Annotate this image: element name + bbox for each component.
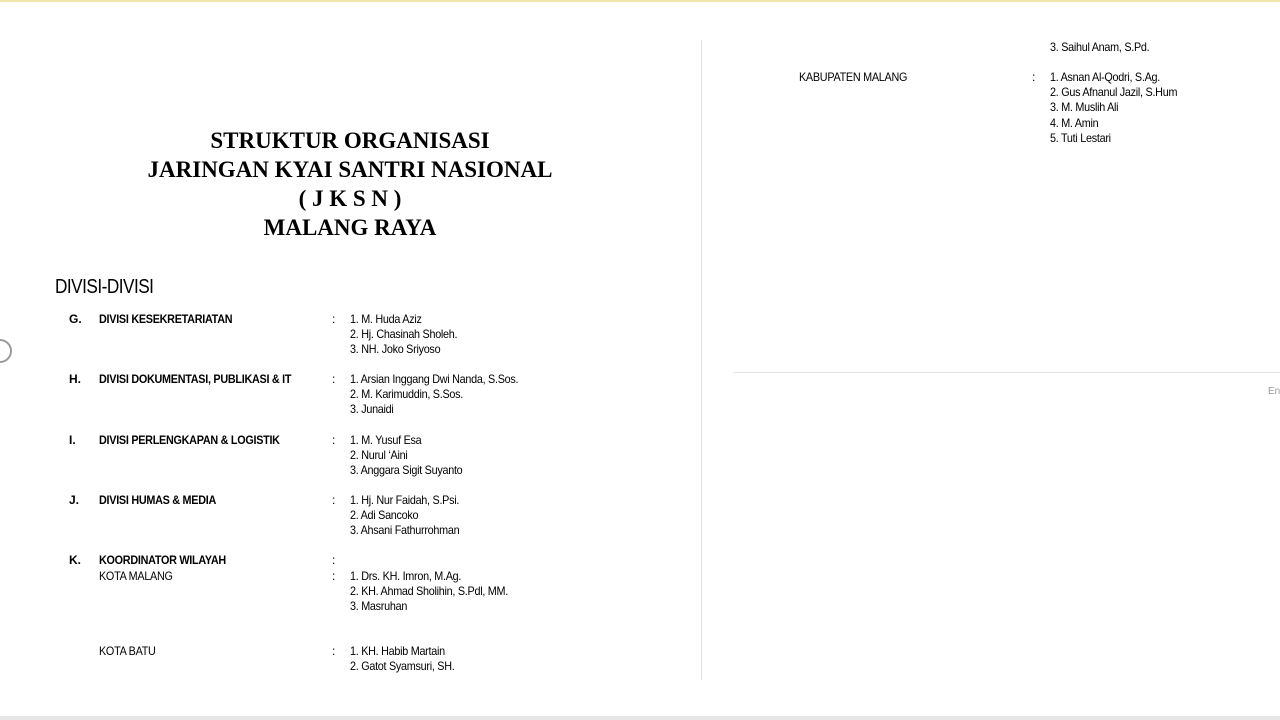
colon: : <box>332 493 336 507</box>
member-name: 2. M. Karimuddin, S.Sos. <box>350 387 463 402</box>
member-list <box>350 644 454 674</box>
colon: : <box>332 312 336 326</box>
member-name: 3. Saihul Anam, S.Pd. <box>1050 40 1150 54</box>
division-label: DIVISI KESEKRETARIATAN <box>99 312 233 326</box>
member-name: 1. Hj. Nur Faidah, S.Psi. <box>350 493 460 507</box>
member-list <box>350 433 462 479</box>
title-line: ( J K S N ) <box>298 186 402 211</box>
member-name: 2. Adi Sancoko <box>350 508 419 523</box>
member-name: 5. Tuti Lestari <box>1050 130 1111 145</box>
division-label: DIVISI PERLENGKAPAN & LOGISTIK <box>99 433 280 447</box>
scroll-handle-icon[interactable] <box>0 339 12 363</box>
division-code: K. <box>69 553 81 567</box>
title-line: STRUKTUR ORGANISASI <box>210 128 490 153</box>
member-name: 3. M. Muslih Ali <box>1050 100 1119 115</box>
member-name: 2. Gatot Syamsuri, SH. <box>350 659 455 674</box>
member-name: 1. M. Yusuf Esa <box>350 433 422 447</box>
member-name: 3. Junaidi <box>350 402 394 417</box>
division-code: H. <box>69 372 81 386</box>
member-name: 1. Drs. KH. Imron, M.Ag. <box>350 569 462 583</box>
member-name: 1. Asnan Al-Qodri, S.Ag. <box>1050 70 1160 84</box>
division-label: DIVISI HUMAS & MEDIA <box>99 493 217 507</box>
page-divider <box>701 40 702 680</box>
member-list <box>350 312 457 358</box>
member-name: 2. Nurul ‘Aini <box>350 448 408 463</box>
member-list <box>1050 40 1149 55</box>
colon: : <box>1032 70 1036 84</box>
division-code: J. <box>69 493 80 507</box>
member-name: 3. Masruhan <box>350 599 408 614</box>
member-list <box>350 493 459 539</box>
region-label: KOTA BATU <box>99 644 156 658</box>
division-label: DIVISI DOKUMENTASI, PUBLIKASI & IT <box>99 372 292 386</box>
member-name: 4. M. Amin <box>1050 115 1099 130</box>
region-label: KABUPATEN MALANG <box>799 70 908 84</box>
division-label: KOORDINATOR WILAYAH <box>99 553 226 567</box>
colon: : <box>332 644 336 658</box>
colon: : <box>332 433 336 447</box>
member-list <box>1050 70 1177 146</box>
member-list <box>350 372 518 418</box>
bottom-strip <box>0 716 1280 720</box>
member-name: 2. KH. Ahmad Sholihin, S.Pdl, MM. <box>350 584 508 599</box>
colon: : <box>332 553 336 567</box>
member-name: 1. KH. Habib Martain <box>350 644 445 658</box>
title-line: MALANG RAYA <box>263 215 437 240</box>
division-code: I. <box>69 433 76 447</box>
document-title <box>100 126 600 242</box>
member-name: 3. NH. Joko Sriyoso <box>350 342 441 357</box>
member-name: 1. M. Huda Aziz <box>350 312 422 326</box>
member-name: 3. Anggara Sigit Suyanto <box>350 463 463 478</box>
member-name: 2. Hj. Chasinah Sholeh. <box>350 327 458 342</box>
region-label: KOTA MALANG <box>99 569 173 583</box>
division-code: G. <box>69 312 82 326</box>
right-page-rule <box>733 372 1280 373</box>
title-line: JARINGAN KYAI SANTRI NASIONAL <box>147 157 553 182</box>
edge-text-fragment: En <box>1268 386 1280 397</box>
top-strip <box>0 0 1280 2</box>
colon: : <box>332 372 336 386</box>
colon: : <box>332 569 336 583</box>
member-list <box>350 569 508 615</box>
member-name: 1. Arsian Inggang Dwi Nanda, S.Sos. <box>350 372 519 386</box>
member-name: 3. Ahsani Fathurrohman <box>350 523 460 538</box>
section-heading: DIVISI-DIVISI <box>55 276 154 298</box>
member-name: 2. Gus Afnanul Jazil, S.Hum <box>1050 85 1178 100</box>
